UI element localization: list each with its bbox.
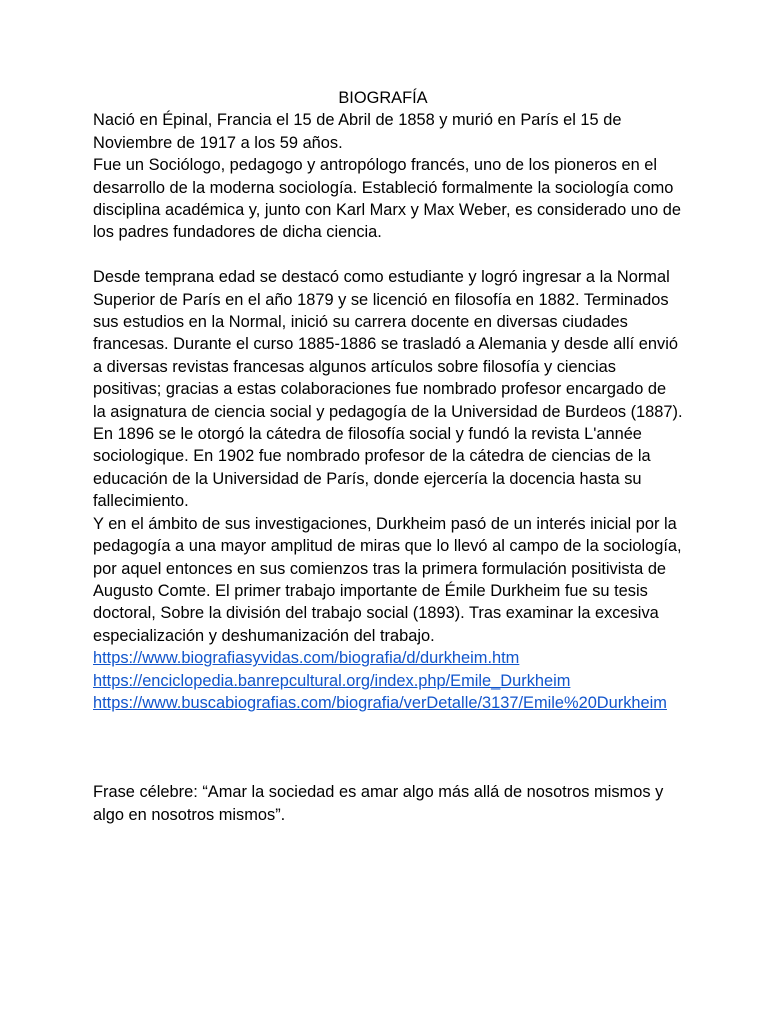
link-banrepcultural[interactable]: https://enciclopedia.banrepcultural.org/index.php/Emile_Durkheim (93, 671, 571, 690)
paragraph-research: Y en el ámbito de sus investigaciones, Durkheim pasó de un interés inicial por la pedagogía a una mayor amplitud de miras que lo llevó al campo de la sociología, por aquel entonces en sus comienzos tras la primera formulación positivista de Augusto Comte. El primer trabajo importante de Émile Durkheim fue su tesis doctoral, Sobre la división del trabajo social (1893). Tras examinar la excesiva especialización y deshumanización del trabajo. (93, 514, 682, 645)
paragraph-career: Desde temprana edad se destacó como estudiante y logró ingresar a la Normal Superior de París en el año 1879 y se licenció en filosofía en 1882. Terminados sus estudios en la Normal, inició su carrera docente en diversas ciudades francesas. Durante el curso 1885-1886 se trasladó a Alemania y desde allí envió a diversas revistas francesas algunos artículos sobre filosofía y ciencias positivas; gracias a estas colaboraciones fue nombrado profesor encargado de la asignatura de ciencia social y pedagogía de la Universidad de Burdeos (1887). En 1896 se le otorgó la cátedra de filosofía social y fundó la revista L'année sociologique. En 1902 fue nombrado profesor de la cátedra de ciencias de la educación de la Universidad de París, donde ejercería la docencia hasta su fallecimiento. (93, 268, 683, 511)
link-biografiasyvidas[interactable]: https://www.biografiasyvidas.com/biografia/d/durkheim.htm (93, 649, 520, 668)
document-title: BIOGRAFÍA (338, 89, 428, 107)
paragraph-profession: Fue un Sociólogo, pedagogo y antropólogo francés, uno de los pioneros en el desarrollo de la moderna sociología. Estableció formalmente la sociología como disciplina académica y, junto con Karl Marx y Max Weber, es considerado uno de los padres fundadores de dicha ciencia. (93, 156, 681, 242)
spacer (93, 714, 683, 781)
blank-line (93, 244, 683, 266)
famous-quote: Frase célebre: “Amar la sociedad es amar algo más allá de nosotros mismos y algo en nosotros mismos”. (93, 783, 664, 824)
document-body (93, 87, 683, 826)
paragraph-birth-death: Nació en Épinal, Francia el 15 de Abril de 1858 y murió en París el 15 de Noviembre de 1917 a los 59 años. (93, 111, 622, 152)
reference-links (93, 647, 683, 714)
link-buscabiografias[interactable]: https://www.buscabiografias.com/biografia/verDetalle/3137/Emile%20Durkheim (93, 693, 667, 712)
